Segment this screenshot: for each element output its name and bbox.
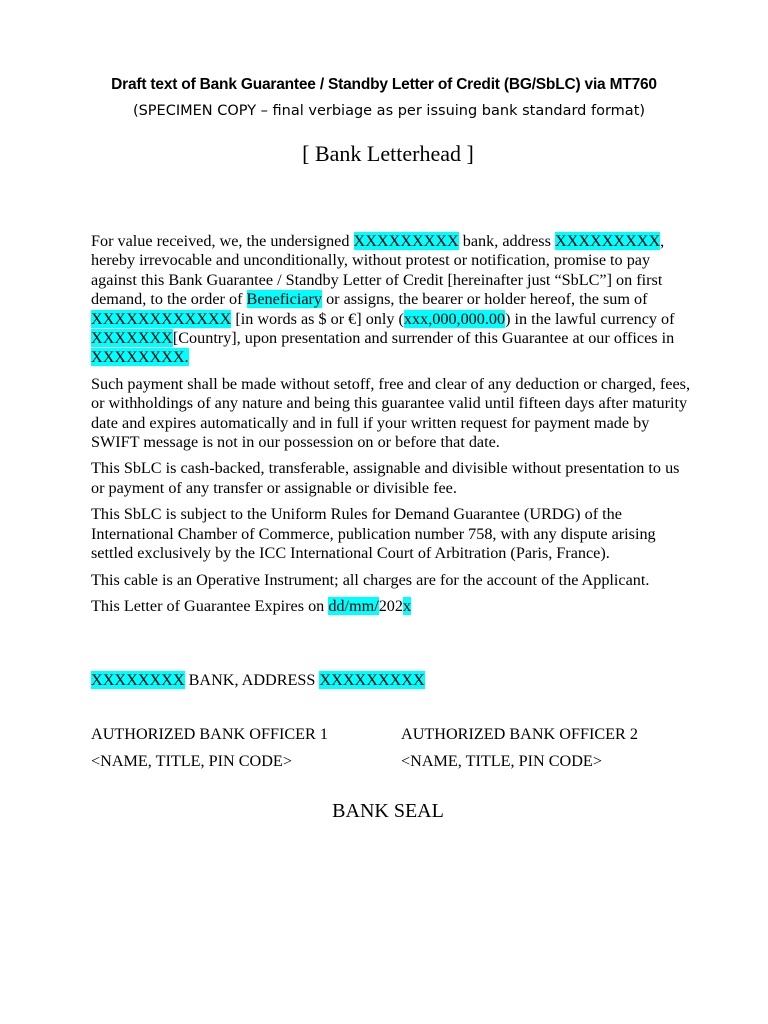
signature-block-officer-2 xyxy=(401,725,638,779)
text-segment: [Country], upon presentation and surrender of this Guarantee at our offices in xyxy=(172,329,675,348)
bank-letterhead-placeholder: [ Bank Letterhead ] xyxy=(302,141,474,166)
text-segment: bank, address xyxy=(458,232,555,250)
document-title: Draft text of Bank Guarantee / Standby Letter of Credit (BG/SbLC) via MT760 xyxy=(111,76,657,93)
paragraph-payment-promise xyxy=(91,232,691,368)
highlight-sum: XXXXXXXXXXXX xyxy=(91,309,232,328)
highlight-office-location: XXXXXXXX. xyxy=(91,348,189,367)
paragraph-payment-terms: Such payment shall be made without setoff, free and clear of any deduction or charged, fees, or withholdings of any nature and being this guarantee valid until fifteen days after maturity date and expires automatically and in full if your written request for payment made by SWIFT message is not in our possession on or before that date. xyxy=(91,374,691,452)
officer-title: AUTHORIZED BANK OFFICER 1 xyxy=(91,725,328,743)
highlight-expiry-year: x xyxy=(402,596,412,615)
text-segment: , hereby irrevocable and unconditionally, without protest or notification, promise to pay against this Bank Guarantee / Standby Letter of Credit [hereinafter just “SbLC”] on first demand, to the order of xyxy=(91,232,665,309)
document-subtitle: (SPECIMEN COPY – final verbiage as per issuing bank standard format) xyxy=(132,103,646,119)
text-segment: For value received, we, the undersigned xyxy=(91,232,354,250)
paragraph-transferability: This SbLC is cash-backed, transferable, assignable and divisible without presentation to us or payment of any transfer or assignable or divisible fee. xyxy=(91,459,680,497)
guarantee-body xyxy=(91,232,691,623)
text-segment: 202 xyxy=(378,596,403,615)
highlight-bank-address: XXXXXXXXX xyxy=(319,671,425,689)
text-segment: This Letter of Guarantee Expires on xyxy=(91,596,329,615)
highlight-currency: XXXXXXX xyxy=(91,329,173,348)
signature-block-officer-1 xyxy=(91,725,328,779)
paragraph-operative-instrument: This cable is an Operative Instrument; all charges are for the account of the Applicant. xyxy=(91,570,650,589)
issuing-bank-line xyxy=(91,670,425,690)
officer-details: <NAME, TITLE, PIN CODE> xyxy=(401,752,602,770)
text-segment: ) in the lawful currency of xyxy=(505,309,675,328)
highlight-amount: xxx,000,000.00 xyxy=(403,309,506,328)
text-segment: [in words as $ or €] only ( xyxy=(231,309,404,328)
bank-seal-placeholder: BANK SEAL xyxy=(332,800,444,822)
highlight-bank-address: XXXXXXXXX xyxy=(554,232,661,250)
paragraph-expiry xyxy=(91,597,691,616)
highlight-bank-name: XXXXXXXXX xyxy=(353,232,459,250)
highlight-expiry-date: dd/mm/ xyxy=(328,596,379,615)
officer-details: <NAME, TITLE, PIN CODE> xyxy=(91,752,292,770)
text-segment: BANK, ADDRESS xyxy=(184,671,320,689)
officer-title: AUTHORIZED BANK OFFICER 2 xyxy=(401,725,638,743)
highlight-bank-name: XXXXXXXX xyxy=(91,671,185,689)
highlight-beneficiary: Beneficiary xyxy=(246,290,323,309)
text-segment: or assigns, the bearer or holder hereof, the sum of xyxy=(322,290,648,309)
paragraph-urdg-rules: This SbLC is subject to the Uniform Rules for Demand Guarantee (URDG) of the International Chamber of Commerce, publication number 758, with any dispute arising settled exclusively by the ICC International Court of Arbitration (Paris, France). xyxy=(91,505,656,563)
